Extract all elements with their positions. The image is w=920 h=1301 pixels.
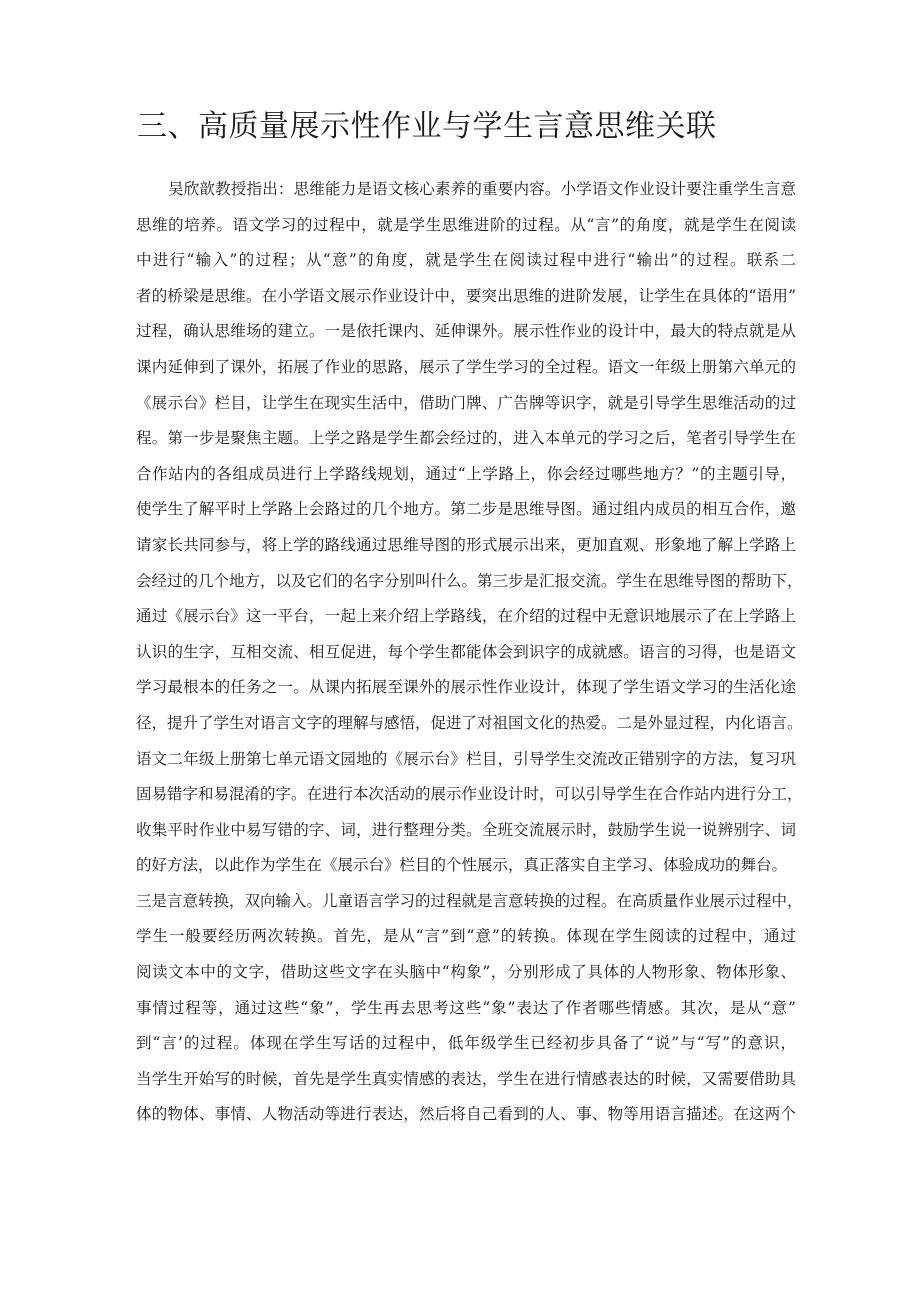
text-line: 体的物体、事情、人物活动等进行表达，然后将自己看到的人、事、物等用语言描述。在这两个 bbox=[136, 1105, 796, 1124]
text-line: 三是言意转换，双向输入。儿童语言学习的过程就是言意转换的过程。在高质量作业展示过程中， bbox=[136, 891, 803, 910]
text-line: 合作站内的各组成员进行上学路线规划，通过“上学路上，你会经过哪些地方？”的主题引导， bbox=[136, 464, 796, 483]
text-line: 思维的培养。语文学习的过程中，就是学生思维进阶的过程。从“言”的角度，就是学生在阅读 bbox=[136, 215, 796, 234]
text-line: 学习最根本的任务之一。从课内拓展至课外的展示性作业设计，体现了学生语文学习的生活化途 bbox=[136, 678, 796, 697]
text-line: 者的桥梁是思维。在小学语文展示作业设计中，要突出思维的进阶发展，让学生在具体的“语用” bbox=[136, 286, 796, 305]
text-line: 语文二年级上册第七单元语文园地的《展示台》栏目，引导学生交流改正错别字的方法，复习巩 bbox=[136, 749, 796, 768]
text-line: 程。第一步是聚焦主题。上学之路是学生都会经过的，进入本单元的学习之后，笔者引导学生在 bbox=[136, 429, 796, 448]
text-line: 《展示台》栏目，让学生在现实生活中，借助门牌、广告牌等识字，就是引导学生思维活动的过 bbox=[136, 393, 796, 412]
text-line: 请家长共同参与，将上学的路线通过思维导图的形式展示出来，更加直观、形象地了解上学路上 bbox=[136, 535, 796, 554]
text-line: 学生一般要经历两次转换。首先，是从“言”到“意”的转换。体现在学生阅读的过程中，通过 bbox=[136, 927, 796, 946]
text-line: 过程，确认思维场的建立。一是依托课内、延伸课外。展示性作业的设计中，最大的特点就是从 bbox=[136, 322, 796, 341]
text-line: 事情过程等，通过这些“象”，学生再去思考这些“象”表达了作者哪些情感。其次，是从“意” bbox=[136, 998, 796, 1017]
text-line: 使学生了解平时上学路上会路过的几个地方。第二步是思维导图。通过组内成员的相互合作，邀 bbox=[136, 500, 796, 519]
text-line: 通过《展示台》这一平台，一起上来介绍上学路线，在介绍的过程中无意识地展示了在上学路上 bbox=[136, 607, 796, 626]
section-heading: 三、高质量展示性作业与学生言意思维关联 bbox=[137, 109, 717, 144]
text-line: 会经过的几个地方，以及它们的名字分别叫什么。第三步是汇报交流。学生在思维导图的帮助下， bbox=[136, 571, 803, 590]
text-line: 认识的生字，互相交流、相互促进，每个学生都能体会到识字的成就感。语言的习得，也是语文 bbox=[136, 642, 796, 661]
text-line: 到“言’的过程。体现在学生写话的过程中，低年级学生已经初步具备了“说”与“写”的意识， bbox=[136, 1034, 796, 1053]
text-line: 阅读文本中的文字，借助这些文字在头脑中“构象”，分别形成了具体的人物形象、物体形象、 bbox=[136, 963, 796, 982]
text-line: 收集平时作业中易写错的字、词，进行整理分类。全班交流展示时，鼓励学生说一说辨别字、词 bbox=[136, 820, 796, 839]
text-line: 固易错字和易混淆的字。在进行本次活动的展示作业设计时，可以引导学生在合作站内进行分工， bbox=[136, 785, 803, 804]
text-line: 中进行“输入”的过程；从“意”的角度，就是学生在阅读过程中进行“输出”的过程。联系二 bbox=[136, 251, 796, 270]
text-line: 吴欣歆教授指出：思维能力是语文核心素养的重要内容。小学语文作业设计要注重学生言意 bbox=[168, 180, 796, 198]
text-line: 当学生开始写的时候，首先是学生真实情感的表达，学生在进行情感表达的时候，又需要借助具 bbox=[136, 1069, 796, 1088]
text-line: 课内延伸到了课外，拓展了作业的思路，展示了学生学习的全过程。语文一年级上册第六单元的 bbox=[136, 357, 796, 376]
text-line: 径，提升了学生对语言文字的理解与感悟，促进了对祖国文化的热爱。二是外显过程，内化语言。 bbox=[136, 713, 803, 732]
text-line: 的好方法，以此作为学生在《展示台》栏目的个性展示，真正落实自主学习、体验成功的舞台。 bbox=[136, 856, 788, 875]
body-paragraph bbox=[136, 172, 803, 1133]
